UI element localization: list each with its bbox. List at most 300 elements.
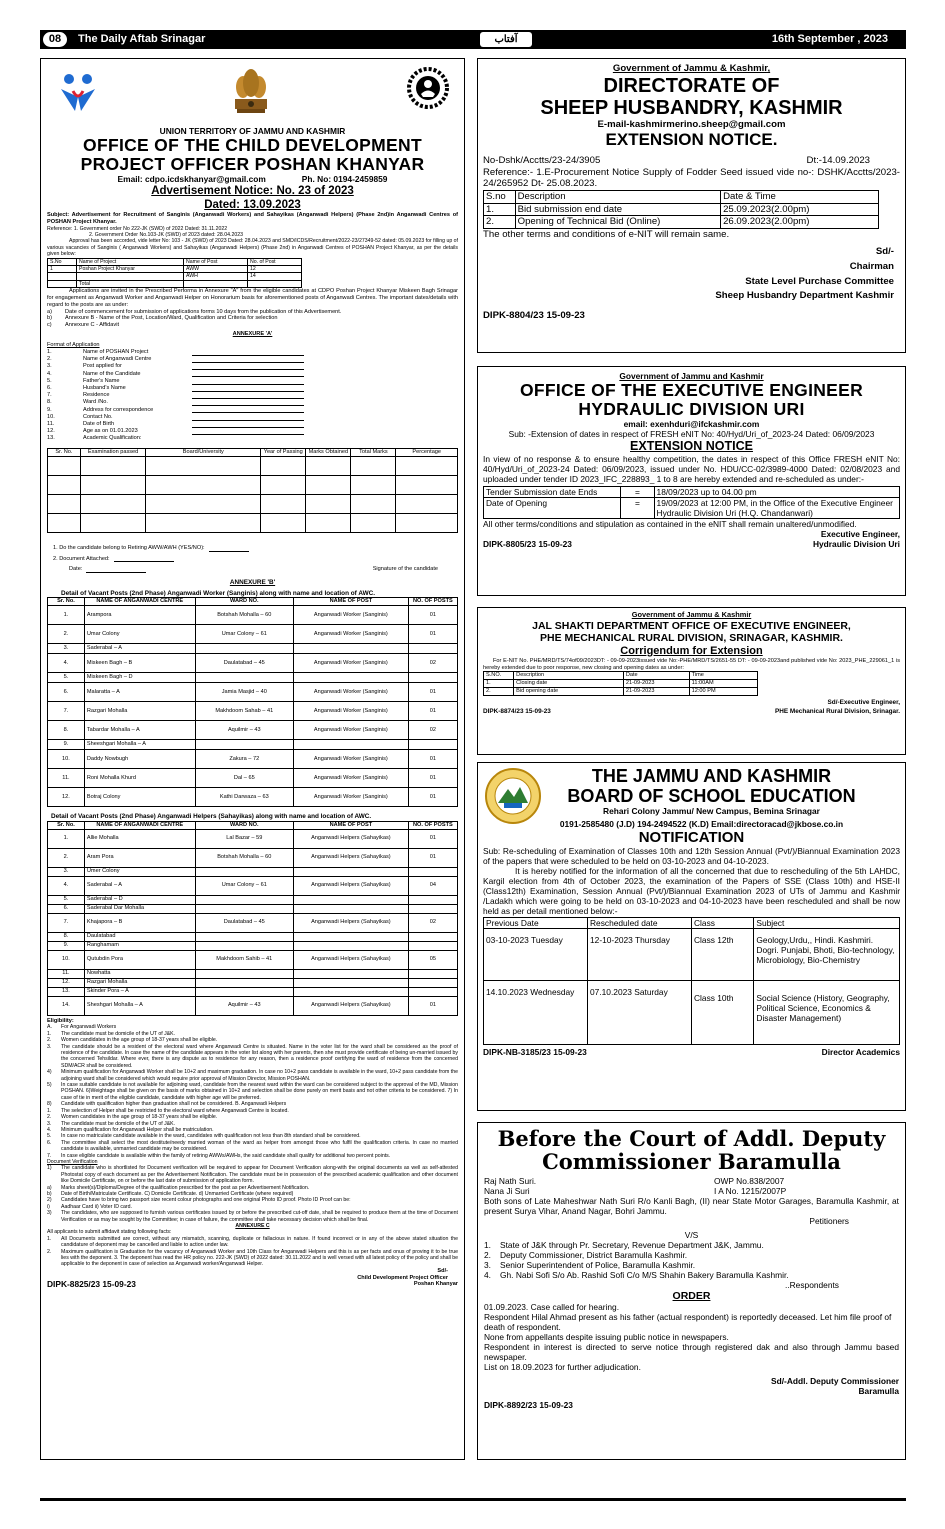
table-header: WARD NO.: [195, 821, 293, 829]
table-header: Name of Project: [77, 258, 184, 265]
list-item: [47, 1044, 458, 1070]
ia-number: I A No. 1215/2007P: [714, 1186, 787, 1196]
list-item: [47, 1140, 458, 1153]
list-text: All Documents submitted are correct, without any mismatch, scanning, duplicate or fallacious in nature. If found incorrect or in any of the above stated situation the candidature of deponent may be cancelled and liable to action under law.: [61, 1235, 458, 1249]
table-header: Date & Time: [721, 190, 879, 203]
form-field: [47, 356, 458, 363]
list-marker: 4.: [484, 1270, 491, 1280]
table-row: [48, 876, 458, 895]
field-blank: [192, 364, 304, 370]
signer-title: Chairman: [849, 260, 894, 272]
table-cell: 18/09/2023 up to 04.00 pm: [654, 487, 899, 498]
table-cell: 10.: [48, 750, 85, 769]
table-cell: 19/09/2023 at 12:00 PM, in the Office of the Executive Engineer Hydraulic Division Uri (H.Q. Chandanwari): [654, 498, 899, 519]
subject-text: Sub: Re-scheduling of Examination of Classes 10th and 12th Session Annual (Pvt/)/Biannual Examination 2023 of the papers that were scheduled to be held on 03-10-2023 and 04-10-2023.: [483, 846, 900, 866]
list-marker: 6.: [47, 1139, 52, 1146]
list-text: The committee shall select the most destitute/needy married woman of the ward as helper from amongst those who fulfil the qualification criteria. In case no married candidate is available, unmarried candidate may be considered.: [61, 1139, 458, 1153]
table-header: Name of Post: [184, 258, 248, 265]
table-cell: [408, 895, 457, 904]
page-number: 08: [43, 32, 67, 47]
advertisement-number: Advertisement Notice: No. 23 of 2023: [151, 185, 354, 197]
table-cell: 01: [408, 848, 457, 867]
table-cell: Dal – 65: [195, 769, 293, 788]
table-cell: Botshah Mohalla – 60: [195, 848, 293, 867]
table-cell: [293, 895, 408, 904]
email-text: Email: cdpo.icdskhanyar@gmail.com: [117, 174, 266, 184]
government-label: Government of Jammu and Kashmir: [619, 371, 764, 381]
table-cell: 3.: [48, 644, 85, 654]
list-marker: 7.: [47, 1152, 52, 1159]
table-row: [48, 625, 458, 644]
approval-text: Approval has been accorded, vide letter No: 103 - JK (SWD) of 2023 Dated: 28.04.2023 and SMD/ICDS/Recruitment/2022-23/27349-52 dated: 05.09.2023 for filling up of various vacancies of Sanginis ( Anganwadi Workers) and Sahayikas (Anganwadi Helpers) (Phase 2nd) in Anganwadi Centres of POSHAN Project Khanyar, as per the details given below:: [47, 238, 458, 258]
table-cell: Umar Colony: [84, 625, 195, 644]
annexure-c-title: ANNEXURE C: [235, 1223, 270, 1230]
table-cell: [195, 904, 293, 913]
table-cell: [408, 969, 457, 978]
signer-office: PHE Mechanical Rural Division, Srinagar.: [774, 708, 900, 716]
page-bottom-rule: [40, 1498, 906, 1501]
office-title: OFFICE OF THE CHILD DEVELOPMENT: [83, 135, 422, 155]
table-cell: Opening of Technical Bid (Online): [515, 216, 720, 229]
board-subtitle: BOARD OF SCHOOL EDUCATION: [567, 786, 856, 806]
footer-line: [47, 1281, 458, 1288]
table-cell: Miskeen Bagh – D: [84, 673, 195, 683]
list-marker: 3.: [47, 1120, 52, 1127]
table-cell: 10.: [48, 950, 85, 969]
table-row: [48, 769, 458, 788]
list-text: Women candidates in the age group of 18-37 years shall be eligible.: [61, 1114, 218, 1121]
dates-table: [483, 671, 758, 695]
table-cell: 21-09-2023: [623, 687, 689, 695]
table-cell: Aram Pora: [84, 848, 195, 867]
list-marker: 3.: [47, 1043, 52, 1050]
list-text: Minimum qualification for Anganwadi Helper shall be matriculation.: [61, 1126, 214, 1133]
order-line-5: List on 18.09.2023 for further adjudication.: [484, 1362, 641, 1372]
table-cell: 4.: [48, 654, 85, 673]
table-cell: Bid submission end date: [515, 203, 720, 216]
table-header: Sr. No.: [48, 449, 81, 457]
table-header: S.NO.: [484, 672, 514, 680]
notice-body: It is hereby notified for the information of all the concerned that due to rescheduling of the 5th LAHDC, Kargil election from 4th of October 2023, the examination of the Papers of SSE (Class 10th) and HSE-II (Class12th) Examination, Session Annual (Pvt/)/Biannual Examination 2023 of UTs of Jammu and Kashmir /Ladakh which were going to be held on 03-10-2023 and 04-10-2023 have been rescheduled and shall be now held as per detail mentioned below:-: [483, 866, 900, 916]
table-cell: 7.: [48, 913, 85, 932]
list-text: In case eligible candidate is available within the family of retiring AWWs/AWHs, the said candidate shall qualify for additional two percent points.: [61, 1152, 391, 1159]
table-cell: Zakura – 72: [195, 750, 293, 769]
signer-office: Poshan Khanyar: [413, 1281, 458, 1288]
table-cell: [408, 867, 457, 876]
list-item: [47, 1069, 458, 1082]
table-row: [48, 950, 458, 969]
field-label: Residence: [83, 392, 110, 399]
table-header-row: [48, 598, 458, 606]
awh-table-title: Detail of Vacant Posts (2nd Phase) Anganwadi Helpers (Sahayikas) along with name and location of AWC.: [51, 813, 372, 821]
table-header: Sr. No.: [48, 821, 85, 829]
list-text: In case no matriculate candidate available in the ward, candidates with qualification not less than 8th standard shall be considered.: [61, 1133, 361, 1140]
table-cell: 11:00AM: [689, 680, 758, 688]
table-cell: Kathi Darwaza – 63: [195, 788, 293, 807]
table-cell: 01: [408, 996, 457, 1015]
list-item: Annexure C - Affidavit: [65, 322, 119, 329]
board-contact: 0191-2585480 (J.D) 194-2494522 (K.D) Email:directoracad@jkbose.co.in: [559, 819, 844, 829]
table-cell: 11.: [48, 969, 85, 978]
table-cell: [408, 932, 457, 941]
table-cell: 9.: [48, 740, 85, 750]
table-cell: Anganwadi Worker (Sanginis): [293, 702, 408, 721]
table-cell: 8.: [48, 721, 85, 740]
terms-text: The other terms and conditions of e-NIT will remain same.: [483, 228, 730, 240]
table-cell: Daddy Nowbugh: [84, 750, 195, 769]
field-label: Contact No.: [83, 413, 113, 420]
table-cell: Razgari Mohalla: [84, 702, 195, 721]
table-header: Examination passed: [80, 449, 146, 457]
field-blank: [192, 357, 304, 363]
field-number: 9.: [47, 406, 52, 413]
affidavit-intro: All applicants to submit affidavit stating following facts:: [47, 1229, 172, 1236]
form-field: [47, 399, 458, 406]
table-row: [484, 203, 879, 216]
retiring-question: [47, 545, 458, 552]
respondents-list: [484, 1240, 899, 1280]
list-item: [47, 1210, 458, 1223]
table-cell: [293, 978, 408, 987]
petitioner-name: Nana Ji Suri: [484, 1186, 530, 1196]
dates-table: [483, 486, 900, 519]
field-number: 13.: [47, 435, 55, 442]
table-cell: Botshah Mohalla – 60: [195, 606, 293, 625]
icds-logo-icon: [55, 67, 101, 113]
table-cell: 12:00 PM: [689, 687, 758, 695]
list-text: Minimum qualification for Anganwadi Worker shall be 10+2 and maximum graduation. In case no 10+2 pass candidate is available in the ward, 10+2 pass candidate from the adjoining ward shall be considered which would require prior approval of Mission Director, Mission POSHAN.: [61, 1069, 458, 1082]
list-text: Women candidates in the age group of 18-37 years shall be eligible.: [61, 1037, 218, 1044]
table-cell: 12.: [48, 978, 85, 987]
list-text: The candidate must be domicile of the UT of J&K.: [61, 1030, 176, 1037]
table-cell: [293, 740, 408, 750]
petitioner-line-2: [484, 1186, 899, 1196]
table-cell: [195, 740, 293, 750]
table-cell: [408, 978, 457, 987]
table-cell: 2.: [484, 216, 516, 229]
list-item: [47, 1236, 458, 1249]
table-cell: 4.: [48, 876, 85, 895]
table-header: Sr. No.: [48, 598, 85, 606]
table-cell: Qutubdin Pora: [84, 950, 195, 969]
list-text: Candidate with qualification higher than graduation shall not be considered. B. Anganwadi Helpers: [61, 1101, 287, 1108]
table-cell: =: [621, 487, 654, 498]
list-text: Maximum qualification is Graduation for the vacancy of Anganwadi Worker and 10th Class for Anganwadi Helpers and this is as per facts and onus of proving it to be true lies with the deponent. 3. The deponent has read the HR policy no. 222-JK (SWD) of 2022 dated: 30.11.2022 and is well versed with all latest policy of the policy and shall be applicable to the deponent in case of selection as Anganwadi worker/Anganwadi Helper.: [61, 1248, 458, 1268]
national-emblem-icon: [229, 63, 273, 117]
table-header: Previous Date: [484, 918, 588, 929]
table-cell: Skinder Pora – A: [84, 987, 195, 996]
field-label: Date of Birth: [83, 420, 115, 427]
list-marker: 1.: [47, 1235, 52, 1242]
table-cell: Umer Colony: [84, 867, 195, 876]
signer-department: Sheep Husbandry Department Kashmir: [715, 290, 894, 302]
table-cell: [293, 867, 408, 876]
sheep-husbandry-notice: [477, 58, 906, 353]
form-field: [47, 349, 458, 356]
table-cell: Ranghamam: [84, 941, 195, 950]
table-cell: Botraj Colony: [84, 788, 195, 807]
petitioner-description: Both sons of Late Maheshwar Nath Suri R/o Kanli Bagh, (II) near State Motor Garages, Baramulla Kashmir, at present Surya Vihar, Anand Nagar, Bohri Jammu.: [484, 1196, 899, 1216]
table-row: [48, 941, 458, 950]
table-cell: Anganwadi Worker (Sanginis): [293, 750, 408, 769]
list-marker: 8): [47, 1101, 52, 1108]
table-cell: Poshan Project Khanyar: [77, 266, 184, 273]
table-cell: Daulatabad: [84, 932, 195, 941]
table-row: [48, 273, 302, 280]
table-header: Description: [515, 190, 720, 203]
directorate-title: DIRECTORATE OF: [603, 74, 780, 97]
table-cell: Geology,Urdu,, Hindi. Kashmiri. Dogri. Punjabi, Bhoti, Bio-technology, Microbiology, Bio-Chemistry: [754, 929, 900, 981]
table-cell: 14.: [48, 996, 85, 1015]
table-cell: 04: [408, 876, 457, 895]
table-cell: Sheeshgari Mohalla – A: [84, 740, 195, 750]
table-cell: [293, 904, 408, 913]
table-cell: Miskeen Bagh – B: [84, 654, 195, 673]
list-item: [47, 1082, 458, 1101]
table-cell: [408, 740, 457, 750]
subject-text: Subject: Advertisement for Recruitment of Sanginis (Anganwadi Workers) and Sahayikas (Anganwadi Helpers) (Phase 2nd)in Anganwadi Centres of POSHAN Project Khanyar.: [47, 212, 458, 225]
table-cell: Allie Mohalla: [84, 829, 195, 848]
table-cell: [195, 941, 293, 950]
table-row: [48, 266, 302, 273]
document-attached: [47, 556, 458, 563]
table-cell: 01: [408, 683, 457, 702]
table-cell: 01: [408, 750, 457, 769]
signer-title: Director Academics: [821, 1047, 900, 1057]
table-row: [48, 904, 458, 913]
field-label: Address for correspondence: [83, 406, 154, 413]
field-blank: [192, 379, 304, 385]
table-cell: Makhdoom Sahib – 41: [195, 950, 293, 969]
list-text: Deputy Commissioner, District Baramulla Kashmir.: [500, 1250, 688, 1260]
list-text: Candidates have to bring two passport size recent colour photographs and one original Photo ID proof. Photo ID Proof can be:: [61, 1197, 351, 1204]
field-label: Name of the Candidate: [83, 370, 141, 377]
affidavit-list: [47, 1236, 458, 1268]
list-marker: 3): [47, 1210, 52, 1217]
list-text: Marks sheet(s)/Diploma/Degree of the qualification prescribed for the post as per Advertisement Notification.: [61, 1184, 310, 1191]
table-cell: 2.: [48, 625, 85, 644]
table-row: [484, 929, 900, 981]
form-field: [47, 363, 458, 370]
table-cell: Aquilmir – 43: [195, 721, 293, 740]
table-cell: Anganwadi Helpers (Sahayikas): [293, 848, 408, 867]
table-cell: Umar Colony – 61: [195, 625, 293, 644]
awh-vacancy-table: [47, 821, 458, 1016]
list-marker: 1.: [47, 1030, 52, 1037]
points-list: [47, 309, 458, 329]
table-row: [48, 829, 458, 848]
table-cell: 02: [408, 721, 457, 740]
table-cell: 12: [247, 266, 301, 273]
table-cell: Anganwadi Worker (Sanginis): [293, 683, 408, 702]
table-cell: 5.: [48, 673, 85, 683]
table-row: [48, 721, 458, 740]
table-cell: Anganwadi Worker (Sanginis): [293, 788, 408, 807]
list-text: Senior Superintendent of Police, Baramulla Kashmir.: [500, 1260, 696, 1270]
footer-line: [483, 708, 900, 716]
notice-title: EXTENSION NOTICE.: [605, 130, 778, 150]
list-marker: 2.: [47, 1248, 52, 1255]
date-label: Date:: [69, 566, 83, 573]
table-cell: 2.: [484, 687, 514, 695]
table-cell: Daulatabad – 45: [195, 913, 293, 932]
aww-table-title: Detail of Vacant Posts (2nd Phase) Anganwadi Worker (Sanginis) along with name and location of AWC.: [61, 589, 376, 597]
table-cell: 01: [408, 788, 457, 807]
notice-title: EXTENSION NOTICE: [630, 439, 753, 453]
form-field: [47, 385, 458, 392]
order-title: ORDER: [672, 1290, 711, 1302]
field-number: 8.: [47, 399, 52, 406]
order-line-1: 01.09.2023. Case called for hearing.: [484, 1302, 620, 1312]
table-row: [48, 683, 458, 702]
table-header: Date: [623, 672, 689, 680]
table-row: [48, 848, 458, 867]
table-cell: Anganwadi Helpers (Sahayikas): [293, 950, 408, 969]
poshan-logo-icon: [407, 67, 449, 109]
field-label: Academic Qualification:: [83, 435, 142, 442]
notice-ref-line: [483, 155, 900, 167]
table-cell: 14.10.2023 Wednesday: [484, 981, 588, 1045]
list-item: [47, 1249, 458, 1268]
government-label: Government of Jammu & Kashmir: [631, 610, 752, 619]
table-row: [48, 606, 458, 625]
email-text: email: exenhduri@ifckashmir.com: [623, 419, 760, 429]
newspaper-name: The Daily Aftab Srinagar: [78, 33, 206, 45]
newspaper-logo: آفتاب: [480, 32, 532, 47]
petitioner-line-1: [484, 1176, 899, 1186]
signer-title: Child Development Project Officer: [357, 1274, 448, 1281]
form-field: [47, 413, 458, 420]
list-text: Date of Birth/Matriculate Certificate. C) Domicile Certificate. d) Unmarried Certificate (where required): [61, 1190, 294, 1197]
footer-line: [483, 1047, 900, 1057]
government-label: Government of Jammu & Kashmir,: [612, 63, 771, 74]
table-cell: Arampora: [84, 606, 195, 625]
notice-title: NOTIFICATION: [638, 829, 745, 846]
table-row: [48, 494, 458, 513]
table-cell: [195, 867, 293, 876]
table-row: [48, 932, 458, 941]
form-field: [47, 377, 458, 384]
table-cell: =: [621, 498, 654, 519]
table-row: [484, 687, 758, 695]
table-cell: Khajapora – B: [84, 913, 195, 932]
table-cell: [293, 969, 408, 978]
table-cell: 7.: [48, 702, 85, 721]
table-cell: 2.: [48, 848, 85, 867]
list-marker: 4): [47, 1069, 52, 1076]
list-item: [484, 1260, 899, 1270]
list-item: Annexure B - Name of the Post, Location/Ward, Qualification and Criteria for selection: [65, 315, 278, 322]
table-cell: 01: [408, 829, 457, 848]
list-text: For Anganwadi Workers: [61, 1024, 117, 1031]
table-header: NAME OF ANGANWADI CENTRE: [84, 598, 195, 606]
aww-vacancy-table: [47, 597, 458, 807]
document-verification-list: [47, 1165, 458, 1223]
format-title: Format of Application: [47, 341, 100, 348]
field-number: 7.: [47, 392, 52, 399]
list-marker: 1): [47, 1165, 52, 1172]
table-cell: [408, 904, 457, 913]
jkbose-notification: [477, 762, 906, 1111]
issue-date: 16th September , 2023: [771, 33, 888, 45]
table-header: NAME OF POST: [293, 821, 408, 829]
table-cell: Bid opening date: [514, 687, 624, 695]
table-cell: Razgari Mohalla: [84, 978, 195, 987]
field-number: 6.: [47, 384, 52, 391]
office-title: OFFICE OF THE EXECUTIVE ENGINEER: [519, 380, 864, 400]
list-marker: 2.: [47, 1114, 52, 1121]
list-marker: b): [47, 1190, 52, 1197]
list-marker: 5): [47, 1082, 52, 1089]
terms-text: All other terms/conditions and stipulation as contained in the eNIT shall remain unaltered/unmodified.: [483, 519, 857, 529]
list-item: [47, 1153, 458, 1159]
table-cell: [293, 941, 408, 950]
table-header: Total Marks: [351, 449, 396, 457]
table-cell: [195, 932, 293, 941]
table-cell: 6.: [48, 683, 85, 702]
table-row: [48, 644, 458, 654]
versus-label: V/S: [684, 1230, 699, 1240]
table-cell: 01: [408, 625, 457, 644]
table-cell: Makhdoom Sahab – 41: [195, 702, 293, 721]
table-cell: Daulatabad – 45: [195, 654, 293, 673]
signature-label: Signature of the candidate: [372, 566, 438, 573]
field-label: Ward /No.: [83, 399, 108, 406]
schedule-table: [483, 917, 900, 1045]
table-header: Percentage: [396, 449, 458, 457]
table-row: [48, 280, 302, 287]
table-header: NO. OF POSTS: [408, 821, 457, 829]
field-blank: [192, 422, 304, 428]
table-row: [48, 913, 458, 932]
field-number: 4.: [47, 370, 52, 377]
dipk-number: DIPK-8892/23 15-09-23: [484, 1400, 573, 1410]
field-blank: [192, 350, 304, 356]
table-row: [484, 216, 879, 229]
field-blank: [192, 429, 304, 435]
jal-shakti-notice: [477, 607, 906, 755]
table-cell: Saderabal – A: [84, 644, 195, 654]
list-item: [484, 1250, 899, 1260]
field-number: 1.: [47, 349, 52, 356]
table-cell: AWW: [184, 266, 248, 273]
signer-title: Executive Engineer,: [820, 529, 900, 539]
table-cell: 6.: [48, 904, 85, 913]
list-text: The candidate must be domicile of the UT of J&K.: [61, 1120, 176, 1127]
field-label: Post applied for: [83, 363, 122, 370]
email-text: E-mail-kashmirmerino.sheep@gmail.com: [597, 118, 786, 130]
table-cell: [408, 987, 457, 996]
field-blank: [192, 393, 304, 399]
table-cell: Anganwadi Worker (Sanginis): [293, 769, 408, 788]
hydraulic-uri-notice: [477, 366, 906, 596]
table-cell: [408, 644, 457, 654]
table-header: Subject: [754, 918, 900, 929]
table-row: [48, 788, 458, 807]
table-row: [48, 513, 458, 532]
table-cell: 12-10-2023 Thursday: [588, 929, 692, 981]
table-cell: 1: [48, 266, 77, 273]
table-row: [48, 740, 458, 750]
eligibility-title: Eligibility:: [47, 1017, 74, 1024]
table-header: No. of Post: [247, 258, 301, 265]
table-cell: [195, 987, 293, 996]
applications-text: Applications are invited in the Prescribed Performa in Annexure "A" from the eligible candidates at CDPO Poshan Project Khanyar Miskeen Bagh Srinagar for engagement as Anganwadi Worker and Anganwadi Helper on Honorarium basis for aforementioned posts of Anganwadi Centres. The important dates/details with regard to the posts are as under:: [47, 288, 458, 308]
form-field: [47, 428, 458, 435]
table-cell: 02: [408, 913, 457, 932]
sd-label: Sd/-: [437, 1267, 448, 1274]
question-text: 2. Document Attached:: [53, 555, 110, 562]
